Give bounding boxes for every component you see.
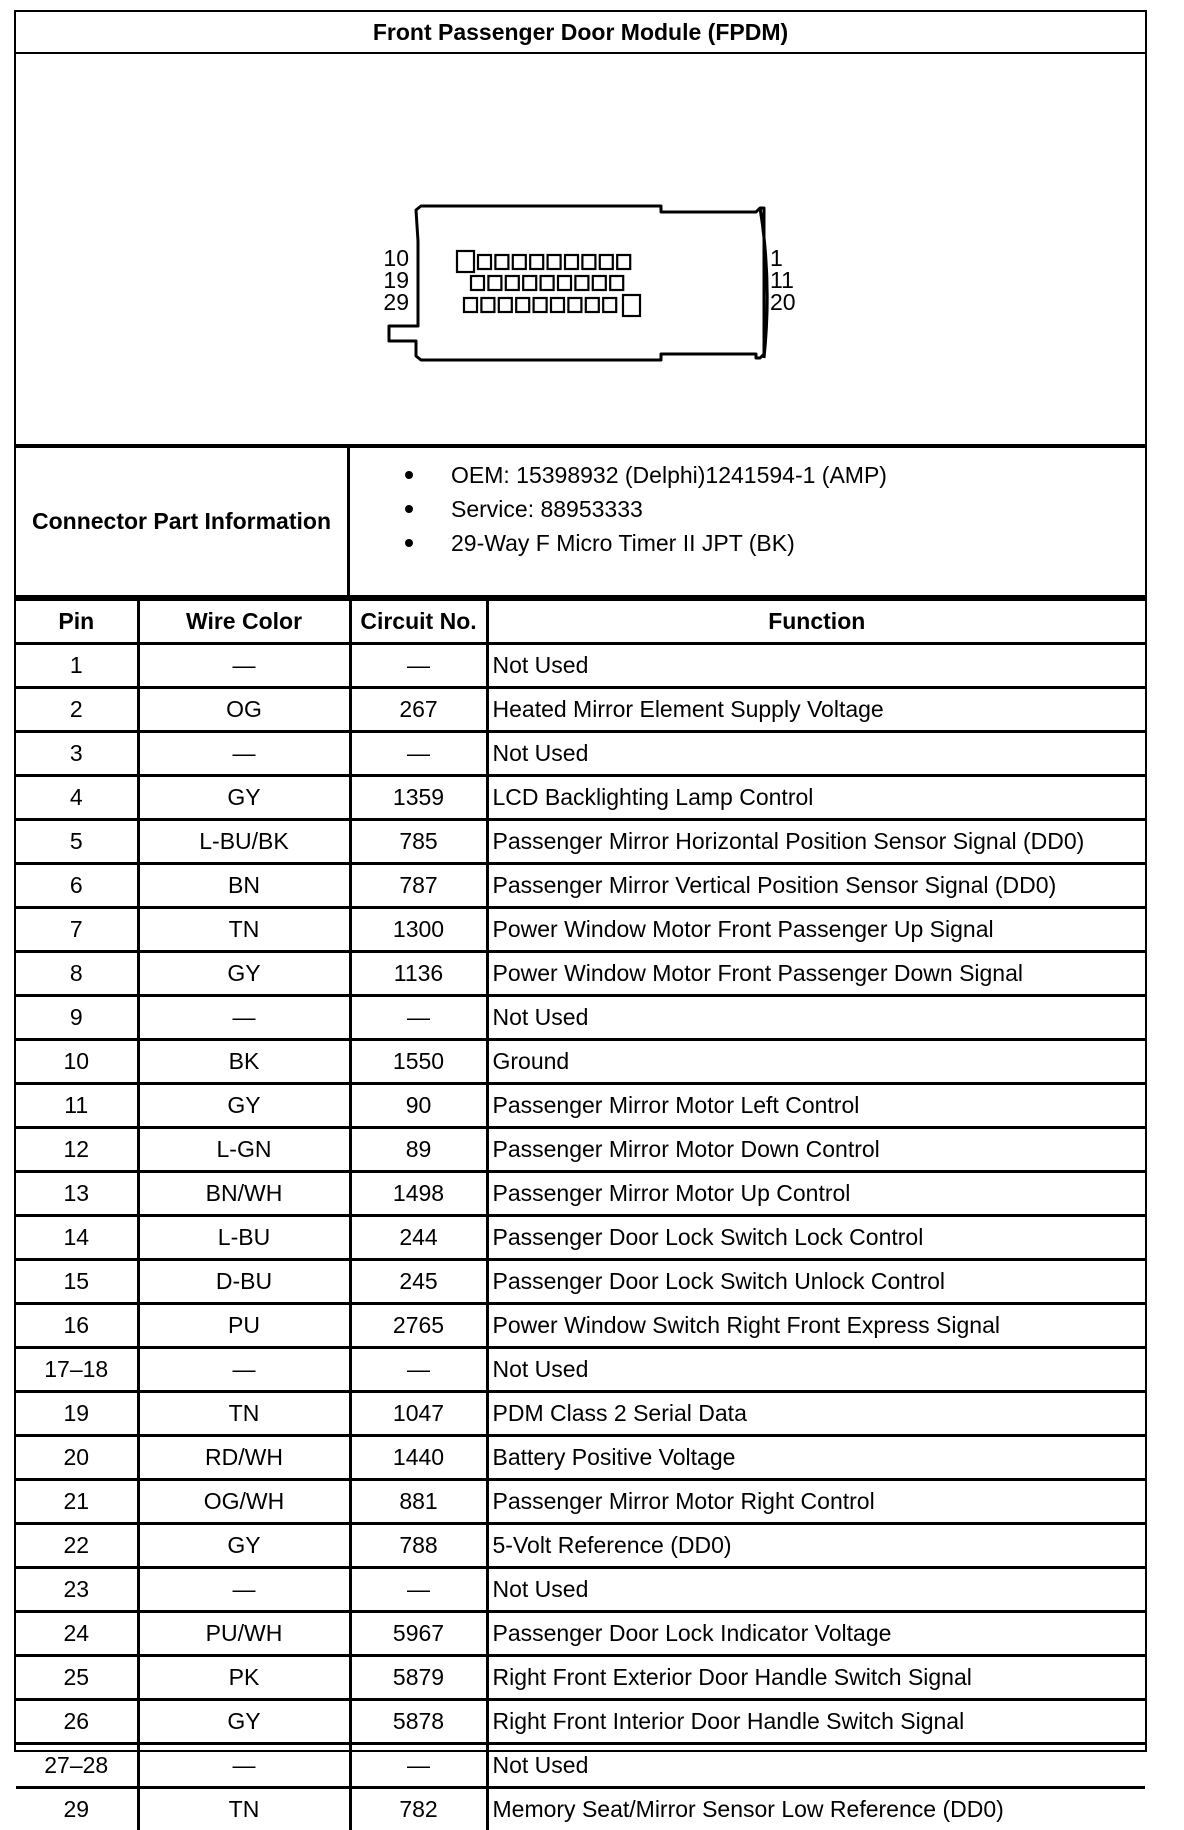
cell-wire-color: BK xyxy=(138,1040,350,1084)
connector-diagram xyxy=(16,54,1145,444)
cell-circuit-no: 1136 xyxy=(350,952,487,996)
cell-function: Right Front Exterior Door Handle Switch Signal xyxy=(487,1656,1145,1700)
table-row xyxy=(16,1436,1145,1480)
cell-pin: 16 xyxy=(16,1304,138,1348)
cell-wire-color: TN xyxy=(138,1392,350,1436)
cell-pin: 19 xyxy=(16,1392,138,1436)
cell-pin: 3 xyxy=(16,732,138,776)
cell-function: Power Window Motor Front Passenger Up Signal xyxy=(487,908,1145,952)
cell-pin: 10 xyxy=(16,1040,138,1084)
cell-function: PDM Class 2 Serial Data xyxy=(487,1392,1145,1436)
cell-wire-color: GY xyxy=(138,1084,350,1128)
cell-function: Not Used xyxy=(487,1744,1145,1788)
part-info-service: Service: 88953333 xyxy=(350,494,1145,528)
cell-function: 5-Volt Reference (DD0) xyxy=(487,1524,1145,1568)
table-row xyxy=(16,1568,1145,1612)
pin-label-left: 29 xyxy=(383,289,409,315)
table-row xyxy=(16,1172,1145,1216)
cell-pin: 27–28 xyxy=(16,1744,138,1788)
table-row xyxy=(16,1788,1145,1830)
cell-circuit-no: 1440 xyxy=(350,1436,487,1480)
cell-function: Not Used xyxy=(487,644,1145,688)
cell-pin: 12 xyxy=(16,1128,138,1172)
cell-wire-color: L-GN xyxy=(138,1128,350,1172)
cell-wire-color: BN xyxy=(138,864,350,908)
table-header-row xyxy=(16,600,1145,644)
part-info-description: 29-Way F Micro Timer II JPT (BK) xyxy=(350,528,1145,562)
table-row xyxy=(16,644,1145,688)
pin-cavities-row-2 xyxy=(471,276,623,290)
cell-wire-color: — xyxy=(138,732,350,776)
cell-function: Passenger Mirror Horizontal Position Sensor Signal (DD0) xyxy=(487,820,1145,864)
pin-cavity xyxy=(530,255,543,269)
pin-cavity xyxy=(464,298,477,312)
pin-cavity xyxy=(603,298,616,312)
cell-pin: 23 xyxy=(16,1568,138,1612)
pin-cavity xyxy=(558,276,571,290)
pin-out-table xyxy=(16,598,1145,1830)
cell-circuit-no: — xyxy=(350,1568,487,1612)
cell-function: Not Used xyxy=(487,996,1145,1040)
pin-cavity xyxy=(516,298,529,312)
cell-pin: 7 xyxy=(16,908,138,952)
cell-circuit-no: 1550 xyxy=(350,1040,487,1084)
part-info-list xyxy=(350,448,1145,607)
cell-wire-color: — xyxy=(138,1348,350,1392)
cell-circuit-no: 89 xyxy=(350,1128,487,1172)
cell-pin: 22 xyxy=(16,1524,138,1568)
cell-circuit-no: 2765 xyxy=(350,1304,487,1348)
cell-pin: 24 xyxy=(16,1612,138,1656)
table-row xyxy=(16,1260,1145,1304)
table-row xyxy=(16,1744,1145,1788)
header-wire-color: Wire Color xyxy=(138,600,350,644)
cell-circuit-no: — xyxy=(350,996,487,1040)
cell-pin: 9 xyxy=(16,996,138,1040)
cell-pin: 5 xyxy=(16,820,138,864)
cell-wire-color: — xyxy=(138,644,350,688)
cell-wire-color: GY xyxy=(138,776,350,820)
pin-cavity xyxy=(506,276,519,290)
connector-outline xyxy=(389,206,767,360)
header-circuit-no: Circuit No. xyxy=(350,600,487,644)
cell-circuit-no: 782 xyxy=(350,1788,487,1830)
cell-pin: 21 xyxy=(16,1480,138,1524)
cell-function: Memory Seat/Mirror Sensor Low Reference (DD0) xyxy=(487,1788,1145,1830)
cell-wire-color: PU xyxy=(138,1304,350,1348)
cell-pin: 4 xyxy=(16,776,138,820)
cell-function: Not Used xyxy=(487,1568,1145,1612)
cell-circuit-no: — xyxy=(350,644,487,688)
table-row xyxy=(16,1392,1145,1436)
cell-circuit-no: 5879 xyxy=(350,1656,487,1700)
cell-wire-color: D-BU xyxy=(138,1260,350,1304)
pin-labels-right xyxy=(770,245,796,315)
cell-function: Passenger Door Lock Switch Lock Control xyxy=(487,1216,1145,1260)
cell-wire-color: TN xyxy=(138,1788,350,1830)
pin-cavity-grid xyxy=(457,251,640,316)
table-row xyxy=(16,1348,1145,1392)
pin-label-right: 20 xyxy=(770,289,796,315)
cell-wire-color: L-BU xyxy=(138,1216,350,1260)
cell-circuit-no: 1047 xyxy=(350,1392,487,1436)
cell-circuit-no: 5878 xyxy=(350,1700,487,1744)
pin-cavity xyxy=(568,298,581,312)
cell-circuit-no: 90 xyxy=(350,1084,487,1128)
cell-pin: 17–18 xyxy=(16,1348,138,1392)
part-info-oem: OEM: 15398932 (Delphi)1241594-1 (AMP) xyxy=(350,460,1145,494)
table-row xyxy=(16,996,1145,1040)
cell-function: Passenger Mirror Motor Up Control xyxy=(487,1172,1145,1216)
header-function: Function xyxy=(487,600,1145,644)
table-row xyxy=(16,1216,1145,1260)
table-row xyxy=(16,1480,1145,1524)
cell-function: Passenger Mirror Motor Down Control xyxy=(487,1128,1145,1172)
table-row xyxy=(16,864,1145,908)
table-row xyxy=(16,1040,1145,1084)
cell-function: Battery Positive Voltage xyxy=(487,1436,1145,1480)
cell-wire-color: PK xyxy=(138,1656,350,1700)
table-row xyxy=(16,1656,1145,1700)
cell-wire-color: TN xyxy=(138,908,350,952)
pin-cavity xyxy=(575,276,588,290)
cell-wire-color: OG/WH xyxy=(138,1480,350,1524)
cell-wire-color: — xyxy=(138,1568,350,1612)
pin-cavity-10 xyxy=(457,251,474,272)
cell-circuit-no: 787 xyxy=(350,864,487,908)
cell-function: Power Window Switch Right Front Express Signal xyxy=(487,1304,1145,1348)
cell-function: Passenger Mirror Motor Right Control xyxy=(487,1480,1145,1524)
cell-function: Not Used xyxy=(487,1348,1145,1392)
cell-circuit-no: 1498 xyxy=(350,1172,487,1216)
pin-cavity xyxy=(499,298,512,312)
cell-circuit-no: 244 xyxy=(350,1216,487,1260)
pin-cavity xyxy=(586,298,599,312)
cell-function: Passenger Mirror Motor Left Control xyxy=(487,1084,1145,1128)
cell-wire-color: GY xyxy=(138,1700,350,1744)
cell-pin: 26 xyxy=(16,1700,138,1744)
cell-function: Passenger Mirror Vertical Position Sensor Signal (DD0) xyxy=(487,864,1145,908)
pin-cavity xyxy=(471,276,484,290)
pin-cavity xyxy=(582,255,595,269)
cell-wire-color: OG xyxy=(138,688,350,732)
cell-circuit-no: 881 xyxy=(350,1480,487,1524)
connector-sheet xyxy=(14,10,1147,1752)
connector-part-information xyxy=(16,448,1145,598)
cell-wire-color: — xyxy=(138,1744,350,1788)
table-row xyxy=(16,1084,1145,1128)
cell-pin: 25 xyxy=(16,1656,138,1700)
cell-pin: 6 xyxy=(16,864,138,908)
pin-cavity xyxy=(534,298,547,312)
cell-function: LCD Backlighting Lamp Control xyxy=(487,776,1145,820)
cell-wire-color: BN/WH xyxy=(138,1172,350,1216)
cell-wire-color: — xyxy=(138,996,350,1040)
cell-function: Not Used xyxy=(487,732,1145,776)
cell-circuit-no: 5967 xyxy=(350,1612,487,1656)
pin-cavity xyxy=(488,276,501,290)
cell-function: Heated Mirror Element Supply Voltage xyxy=(487,688,1145,732)
cell-pin: 2 xyxy=(16,688,138,732)
cell-pin: 29 xyxy=(16,1788,138,1830)
pin-cavity xyxy=(617,255,630,269)
cell-function: Ground xyxy=(487,1040,1145,1084)
pin-cavity xyxy=(481,298,494,312)
table-row xyxy=(16,1612,1145,1656)
table-row xyxy=(16,1304,1145,1348)
cell-pin: 14 xyxy=(16,1216,138,1260)
pin-cavity xyxy=(541,276,554,290)
cell-circuit-no: 267 xyxy=(350,688,487,732)
table-row xyxy=(16,1128,1145,1172)
pin-cavity xyxy=(565,255,578,269)
cell-wire-color: L-BU/BK xyxy=(138,820,350,864)
cell-circuit-no: — xyxy=(350,1744,487,1788)
table-row xyxy=(16,732,1145,776)
page-title: Front Passenger Door Module (FPDM) xyxy=(16,12,1145,54)
cell-wire-color: RD/WH xyxy=(138,1436,350,1480)
pin-cavity xyxy=(600,255,613,269)
connector-diagram-area xyxy=(16,54,1145,448)
pin-cavities-row-3 xyxy=(464,298,616,312)
pin-label-right: 11 xyxy=(770,267,794,293)
table-row xyxy=(16,952,1145,996)
cell-function: Right Front Interior Door Handle Switch Signal xyxy=(487,1700,1145,1744)
table-body xyxy=(16,644,1145,1830)
part-info-label: Connector Part Information xyxy=(16,448,350,595)
table-row xyxy=(16,776,1145,820)
pin-cavities-row-1 xyxy=(478,255,630,269)
cell-pin: 1 xyxy=(16,644,138,688)
table-row xyxy=(16,688,1145,732)
cell-function: Passenger Door Lock Indicator Voltage xyxy=(487,1612,1145,1656)
cell-wire-color: GY xyxy=(138,1524,350,1568)
cell-pin: 11 xyxy=(16,1084,138,1128)
table-row xyxy=(16,820,1145,864)
pin-cavity xyxy=(551,298,564,312)
cell-pin: 8 xyxy=(16,952,138,996)
cell-pin: 13 xyxy=(16,1172,138,1216)
pin-cavity-20 xyxy=(623,295,640,316)
cell-pin: 15 xyxy=(16,1260,138,1304)
pin-cavity xyxy=(513,255,526,269)
pin-label-left: 19 xyxy=(383,267,409,293)
pin-cavity xyxy=(610,276,623,290)
cell-pin: 20 xyxy=(16,1436,138,1480)
table-row xyxy=(16,1524,1145,1568)
pin-labels-left xyxy=(383,245,409,315)
pin-label-left: 10 xyxy=(383,245,409,271)
cell-wire-color: GY xyxy=(138,952,350,996)
pin-cavity xyxy=(478,255,491,269)
cell-circuit-no: 788 xyxy=(350,1524,487,1568)
cell-circuit-no: — xyxy=(350,1348,487,1392)
header-pin: Pin xyxy=(16,600,138,644)
pin-cavity xyxy=(523,276,536,290)
cell-circuit-no: 1300 xyxy=(350,908,487,952)
pin-cavity xyxy=(593,276,606,290)
cell-circuit-no: 1359 xyxy=(350,776,487,820)
cell-function: Power Window Motor Front Passenger Down Signal xyxy=(487,952,1145,996)
cell-circuit-no: — xyxy=(350,732,487,776)
cell-wire-color: PU/WH xyxy=(138,1612,350,1656)
pin-cavity xyxy=(548,255,561,269)
table-row xyxy=(16,1700,1145,1744)
pin-cavity xyxy=(495,255,508,269)
table-row xyxy=(16,908,1145,952)
cell-circuit-no: 245 xyxy=(350,1260,487,1304)
pin-label-right: 1 xyxy=(770,245,783,271)
cell-circuit-no: 785 xyxy=(350,820,487,864)
cell-function: Passenger Door Lock Switch Unlock Control xyxy=(487,1260,1145,1304)
